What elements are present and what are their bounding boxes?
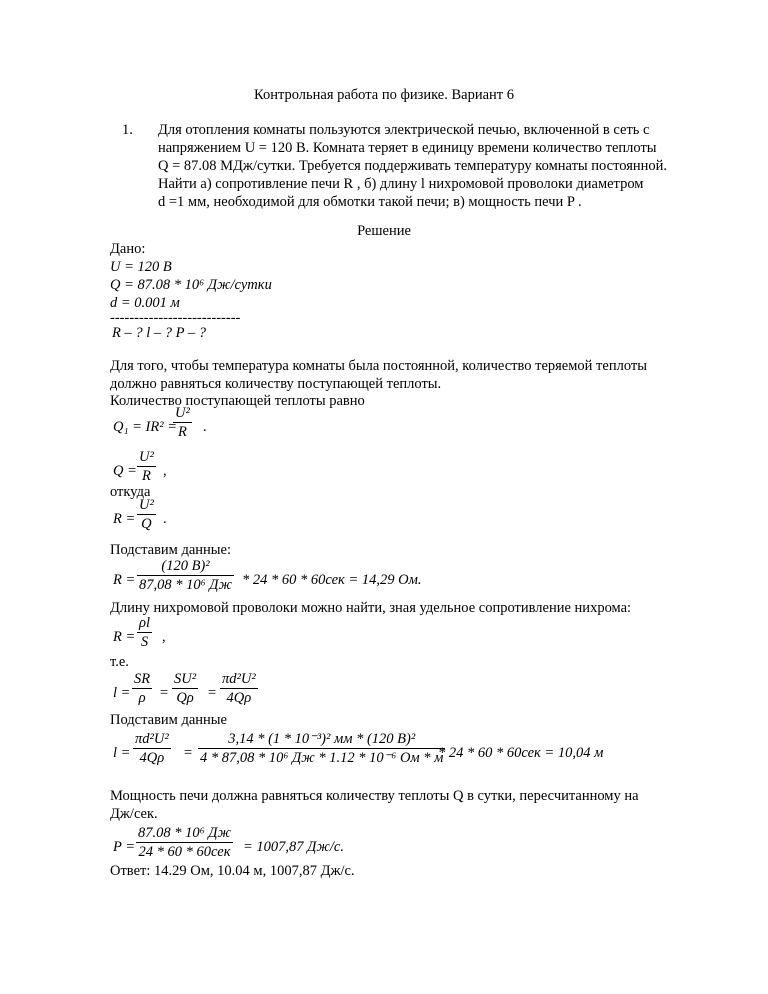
formula-heat-lhs: Q₁ = IR² =: [113, 419, 177, 435]
paragraph-line: Подставим данные: [110, 712, 227, 728]
given-diameter: d = 0.001 м: [110, 295, 180, 311]
equals-sign: =: [208, 685, 217, 701]
formula-q-fraction: [137, 448, 156, 485]
formula-length-lhs: l =: [113, 685, 131, 701]
given-separator: ---------------------------: [110, 310, 241, 326]
problem-line-1: Для отопления комнаты пользуются электрической печью, включенной в сеть с: [158, 122, 650, 138]
formula-heat-fraction: [173, 404, 192, 441]
denominator: 4 * 87,08 * 10⁶ Дж * 1.12 * 10⁻⁶ Ом * м: [200, 750, 444, 766]
paragraph-line: т.е.: [110, 654, 129, 670]
solution-heading: Решение: [357, 223, 411, 239]
punctuation: .: [163, 511, 167, 527]
formula-q-lhs: Q =: [113, 463, 137, 479]
paragraph-line: Количество поступающей теплоты равно: [110, 393, 365, 409]
formula-length-value-lhs: l =: [113, 745, 131, 761]
formula-length-fraction-3: [220, 670, 258, 707]
page-title: Контрольная работа по физике. Вариант 6: [254, 87, 514, 103]
formula-r-value-result: * 24 * 60 * 60сек = 14,29 Ом.: [242, 572, 422, 588]
formula-length-fraction-2: [172, 670, 198, 707]
punctuation: ,: [162, 629, 166, 645]
numerator: U²: [139, 449, 154, 465]
denominator: 4Qρ: [226, 690, 252, 706]
numerator: SU²: [174, 671, 197, 687]
formula-length-fraction-1: [132, 670, 152, 707]
numerator: πd²U²: [222, 671, 256, 687]
formula-r-lhs: R =: [113, 511, 136, 527]
formula-resistivity-lhs: R =: [113, 629, 136, 645]
paragraph-line: Для того, чтобы температура комнаты была постоянной, количество теряемой теплоты: [110, 358, 647, 374]
equals-sign: =: [160, 685, 169, 701]
paragraph-line: должно равняться количеству поступающей теплоты.: [110, 376, 442, 392]
formula-length-value-fraction-2: [198, 730, 445, 767]
given-label: Дано:: [110, 241, 146, 257]
paragraph-line: Дж/сек.: [110, 806, 158, 822]
numerator: U²: [175, 405, 190, 421]
denominator: R: [141, 468, 151, 484]
problem-line-5: d =1 мм, необходимой для обмотки такой печи; в) мощность печи P .: [158, 194, 582, 210]
formula-power-fraction: [136, 824, 233, 861]
denominator: Q: [141, 516, 152, 532]
denominator: 87,08 * 10⁶ Дж: [139, 577, 233, 593]
denominator: R: [177, 424, 187, 440]
formula-power-lhs: P =: [113, 839, 136, 855]
denominator: S: [140, 634, 149, 650]
formula-length-value-result: * 24 * 60 * 60сек = 10,04 м: [438, 745, 604, 761]
numerator: SR: [134, 671, 151, 687]
numerator: πd²U²: [135, 731, 169, 747]
denominator: 24 * 60 * 60сек: [138, 844, 231, 860]
numerator: U²: [139, 497, 154, 513]
given-unknowns: R – ? l – ? P – ?: [112, 325, 206, 341]
paragraph-line: Мощность печи должна равняться количеству теплоты Q в сутки, пересчитанному на: [110, 788, 639, 804]
problem-line-3: Q = 87.08 МДж/сутки. Требуется поддерживать температуру комнаты постоянной.: [158, 158, 668, 174]
numerator: (120 B)²: [137, 557, 234, 576]
answer: Ответ: 14.29 Ом, 10.04 м, 1007,87 Дж/с.: [110, 863, 355, 879]
given-voltage: U = 120 В: [110, 259, 172, 275]
formula-power-result: = 1007,87 Дж/с.: [243, 839, 344, 855]
numerator: 3,14 * (1 * 10⁻³)² мм * (120 B)²: [198, 730, 445, 749]
paragraph-line: откуда: [110, 484, 151, 500]
formula-r-fraction: [137, 496, 156, 533]
formula-length-value-fraction-1: [133, 730, 171, 767]
punctuation: .: [203, 419, 207, 435]
problem-line-2: напряжением U = 120 В. Комната теряет в единицу времени количество теплоты: [158, 140, 657, 156]
problem-line-4: Найти а) сопротивление печи R , б) длину l нихромовой проволоки диаметром: [158, 176, 644, 192]
denominator: 4Qρ: [139, 750, 165, 766]
paragraph-line: Подставим данные:: [110, 542, 232, 558]
formula-resistivity-fraction: [137, 614, 152, 651]
denominator: Qρ: [176, 690, 194, 706]
given-heat: Q = 87.08 * 10⁶ Дж/сутки: [110, 277, 272, 293]
punctuation: ,: [163, 463, 167, 479]
paragraph-line: Длину нихромовой проволоки можно найти, зная удельное сопротивление нихрома:: [110, 600, 632, 616]
numerator: 87.08 * 10⁶ Дж: [138, 825, 232, 841]
problem-number: 1.: [122, 122, 133, 138]
formula-r-value-lhs: R =: [113, 572, 136, 588]
formula-r-value-fraction: [137, 557, 234, 594]
numerator: ρl: [139, 615, 150, 631]
denominator: ρ: [138, 690, 146, 706]
equals-sign: =: [184, 745, 193, 761]
